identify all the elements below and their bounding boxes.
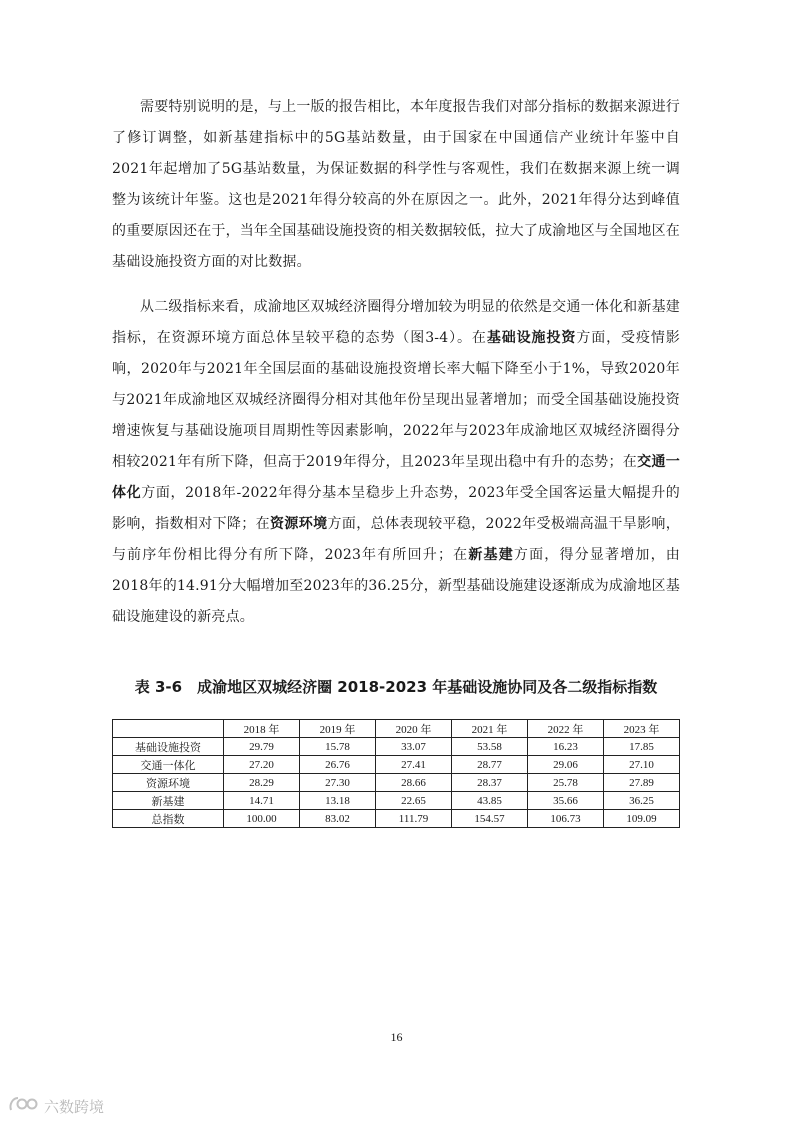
table-row — [113, 774, 680, 792]
table-cell: 13.18 — [300, 792, 376, 810]
header-cell: 2022 年 — [528, 720, 604, 738]
table-row — [113, 810, 680, 828]
text-segment: 方面，得分显著增加，由2018年的14.91分大幅增加至2023年的36.25分，新型基础设施建设逐渐成为成渝地区基础设施建设的新亮点。 — [112, 547, 680, 625]
table-row — [113, 792, 680, 810]
table-cell: 15.78 — [300, 738, 376, 756]
watermark-text: 六数跨境 — [44, 1097, 105, 1116]
header-cell: 2018 年 — [224, 720, 300, 738]
table-cell: 22.65 — [376, 792, 452, 810]
header-cell: 2020 年 — [376, 720, 452, 738]
row-label: 基础设施投资 — [113, 738, 224, 756]
header-cell — [113, 720, 224, 738]
table-cell: 29.06 — [528, 756, 604, 774]
table-cell: 27.89 — [604, 774, 680, 792]
bold-term-resource-environment: 资源环境 — [270, 516, 328, 532]
brand-logo-icon — [8, 1094, 38, 1118]
table-cell: 14.71 — [224, 792, 300, 810]
page-number: 16 — [390, 1030, 403, 1044]
table-cell: 154.57 — [452, 810, 528, 828]
header-cell: 2021 年 — [452, 720, 528, 738]
table-cell: 26.76 — [300, 756, 376, 774]
header-cell: 2019 年 — [300, 720, 376, 738]
table-cell: 16.23 — [528, 738, 604, 756]
table-cell: 83.02 — [300, 810, 376, 828]
table-cell: 29.79 — [224, 738, 300, 756]
table-cell: 106.73 — [528, 810, 604, 828]
table-cell: 17.85 — [604, 738, 680, 756]
row-label: 资源环境 — [113, 774, 224, 792]
paragraph-secondary-indicators — [112, 292, 680, 633]
table-cell: 27.30 — [300, 774, 376, 792]
bold-term-transport-integration: 交通一体化 — [112, 454, 680, 501]
table-cell: 27.20 — [224, 756, 300, 774]
table-header-row — [113, 720, 680, 738]
watermark — [8, 1094, 104, 1118]
index-table — [112, 719, 680, 828]
row-label: 总指数 — [113, 810, 224, 828]
table-cell: 100.00 — [224, 810, 300, 828]
bold-term-infrastructure-investment: 基础设施投资 — [486, 330, 577, 346]
text-segment: 方面，受疫情影响，2020年与2021年全国层面的基础设施投资增长率大幅下降至小于1%，导致2020年与2021年成渝地区双城经济圈得分相对其他年份呈现出显著增加；而受全国基础设施投资增速恢复与基础设施项目周期性等因素影响，2022年与2023年成渝地区双城经济圈得分相较2021年有所下降，但高于2019年得分，且2023年呈现出稳中有升的态势；在 — [112, 330, 680, 470]
table-cell: 33.07 — [376, 738, 452, 756]
text-segment: 从二级指标来看，成渝地区双城经济圈得分增加较为明显的依然是交通一体化和新基建指标，在资源环境方面总体呈较平稳的态势（图3-4）。在 — [112, 299, 680, 346]
table-cell: 36.25 — [604, 792, 680, 810]
row-label: 新基建 — [113, 792, 224, 810]
table-cell: 27.10 — [604, 756, 680, 774]
table-cell: 53.58 — [452, 738, 528, 756]
table-cell: 109.09 — [604, 810, 680, 828]
table-cell: 28.77 — [452, 756, 528, 774]
row-label: 交通一体化 — [113, 756, 224, 774]
table-cell: 28.29 — [224, 774, 300, 792]
paragraph-data-source-note: 需要特别说明的是，与上一版的报告相比，本年度报告我们对部分指标的数据来源进行了修订调整，如新基建指标中的5G基站数量，由于国家在中国通信产业统计年鉴中自2021年起增加了5G基站数量，为保证数据的科学性与客观性，我们在数据来源上统一调整为该统计年鉴。这也是2021年得分较高的外在原因之一。此外，2021年得分达到峰值的重要原因还在于，当年全国基础设施投资的相关数据较低，拉大了成渝地区与全国地区在基础设施投资方面的对比数据。 — [112, 99, 680, 270]
text-segment: 方面，2018年-2022年得分基本呈稳步上升态势，2023年受全国客运量大幅提升的影响，指数相对下降；在 — [112, 485, 681, 532]
header-cell: 2023 年 — [604, 720, 680, 738]
table-cell: 111.79 — [376, 810, 452, 828]
table-cell: 27.41 — [376, 756, 452, 774]
table-caption: 表 3-6 成渝地区双城经济圈 2018-2023 年基础设施协同及各二级指标指数 — [134, 678, 658, 696]
table-row — [113, 738, 680, 756]
text-segment: 方面，总体表现较平稳，2022年受极端高温干旱影响，与前序年份相比得分有所下降，2023年有所回升；在 — [112, 516, 680, 563]
table-row — [113, 756, 680, 774]
table-cell: 35.66 — [528, 792, 604, 810]
table-cell: 28.37 — [452, 774, 528, 792]
table-cell: 25.78 — [528, 774, 604, 792]
table-cell: 28.66 — [376, 774, 452, 792]
table-cell: 43.85 — [452, 792, 528, 810]
bold-term-new-infrastructure: 新基建 — [468, 547, 514, 563]
